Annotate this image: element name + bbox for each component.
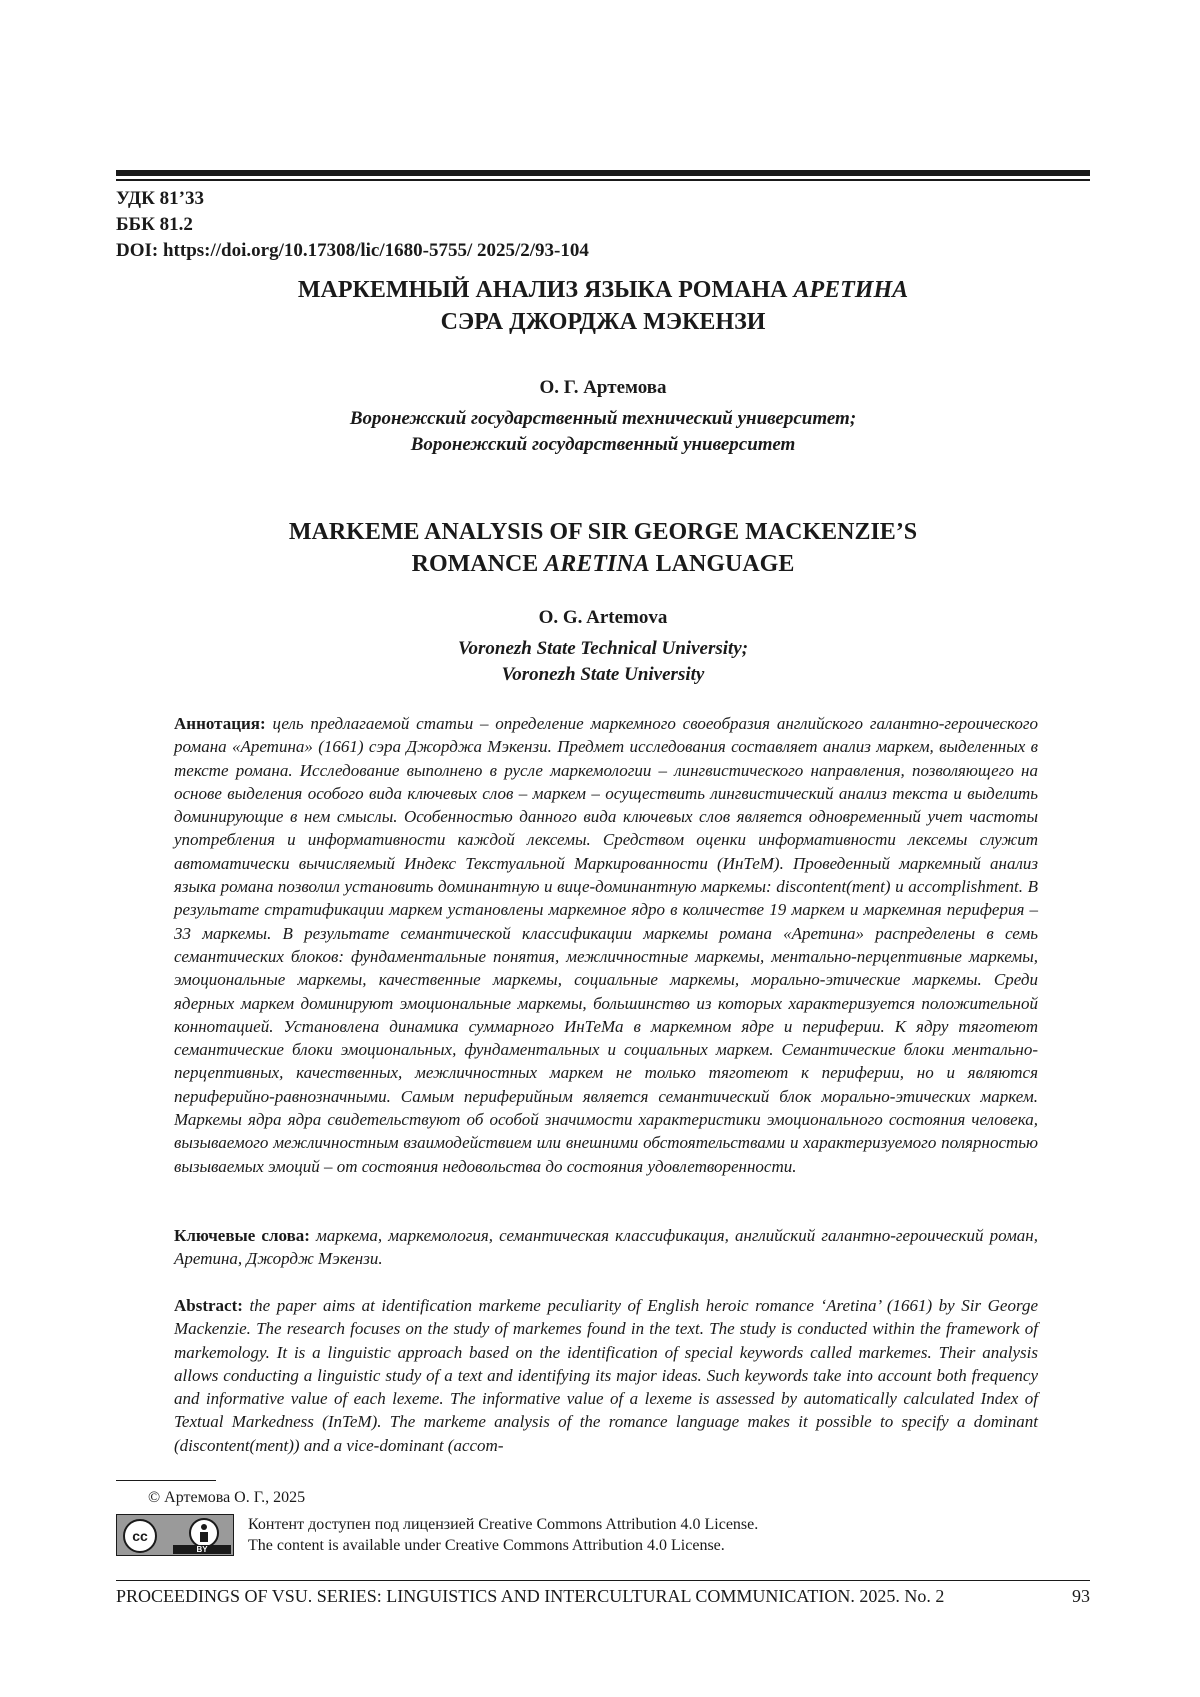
title-en-italic: ARETINA bbox=[544, 551, 649, 577]
keywords-ru bbox=[174, 1224, 1038, 1271]
footnote-rule bbox=[116, 1480, 216, 1481]
title-en-line-2-suffix: LANGUAGE bbox=[650, 551, 795, 577]
title-en-line-1: MARKEME ANALYSIS OF SIR GEORGE MACKENZIE’S bbox=[116, 516, 1090, 548]
page-number: 93 bbox=[1072, 1585, 1090, 1607]
affiliation-en-2: Voronezh State University bbox=[116, 662, 1090, 688]
title-ru-line-1 bbox=[116, 274, 1090, 306]
annotation-ru bbox=[174, 712, 1038, 1178]
affiliation-ru bbox=[116, 406, 1090, 458]
license-text bbox=[248, 1514, 758, 1556]
abstract-text: the paper aims at identification markeme peculiarity of English heroic romance ‘Aretina’ (1661) by Sir George Mackenzie. The research focuses on the study of markemes found in the text. The study is conducted within the framework of markemology. It is a linguistic approach based on the identification of special keywords called markemes. Their analysis allows conducting a linguistic study of a text and identifying its major ideas. Such keywords take into account both frequency and informative value of each lexeme. The informative value of a lexeme is assessed by automatically calculated Index of Textual Markedness (InTeM). The markeme analysis of the romance language makes it possible to specify a dominant (discontent(ment)) and a vice-dominant (accom- bbox=[174, 1296, 1038, 1455]
classification-block bbox=[116, 186, 589, 264]
title-ru bbox=[116, 274, 1090, 338]
keywords-label: Ключевые слова: bbox=[174, 1226, 310, 1245]
copyright-note: © Артемова О. Г., 2025 bbox=[148, 1488, 305, 1508]
udk-code: УДК 81’33 bbox=[116, 186, 589, 212]
annotation-text: цель предлагаемой статьи – определение маркемного своеобразия английского галантно-героического романа «Аретина» (1661) сэра Джорджа Мэкензи. Предмет исследования составляет анализ маркем, выделенных в тексте романа. Исследование выполнено в русле маркемологии – лингвистического направления, позволяющего на основе выделения особого вида ключевых слов – маркем – осуществить лингвистический анализ текста и выделить доминирующие в нем смыслы. Особенностью данного вида ключевых слов является одновременный учет частоты употребления и информативности каждой лексемы. Средством оценки информативности лексемы служит автоматически вычисляемый Индекс Текстуальной Маркированности (ИнТеМ). Проведенный маркемный анализ языка романа позволил установить доминантную и вице-доминантную маркемы: discontent(ment) и accomplishment. В результате стратификации маркем установлены маркемное ядро в количестве 19 маркем и маркемная периферия – 33 маркемы. В результате семантической классификации маркемы романа «Аретина» распределены в семь семантических блоков: фундаментальные понятия, межличностные маркемы, ментально-перцептивные маркемы, эмоциональные маркемы, качественные маркемы, социальные маркемы, морально-этические маркемы. Среди ядерных маркем доминируют эмоциональные маркемы, большинство из которых характеризуется положительной коннотацией. Установлена динамика суммарного ИнТеМа в маркемном ядре и периферии. К ядру тяготеют семантические блоки эмоциональных, фундаментальных и социальных маркем. Семантические блоки ментально-перцептивных, качественных, межличностных маркем не только тяготеют к периферии, но и являются периферийно-равнозначными. Самым периферийным является семантический блок морально-этических маркем. Маркемы ядра ядра свидетельствуют об особой значимости характеристики эмоционального состояния человека, вызываемого межличностным взаимодействием или внешними обстоятельствами и характеризуемого полярностью вызываемых эмоций – от состояния недовольства до состояния удовлетворенности. bbox=[174, 714, 1038, 1176]
running-title: PROCEEDINGS OF VSU. SERIES: LINGUISTICS AND INTERCULTURAL COMMUNICATION. 2025. No. 2 bbox=[116, 1585, 944, 1607]
bbk-code: ББК 81.2 bbox=[116, 212, 589, 238]
abstract-label: Abstract: bbox=[174, 1296, 243, 1315]
running-footer bbox=[116, 1585, 1090, 1607]
title-en-line-2-prefix: ROMANCE bbox=[412, 551, 545, 577]
license-ru: Контент доступен под лицензией Creative Commons Attribution 4.0 License. bbox=[248, 1514, 758, 1535]
by-label: BY bbox=[173, 1545, 231, 1554]
cc-license-badge bbox=[116, 1514, 234, 1556]
header-rule-thin bbox=[116, 179, 1090, 181]
doi-line: DOI: https://doi.org/10.17308/lic/1680-5755/ 2025/2/93-104 bbox=[116, 238, 589, 264]
title-ru-line-2: СЭРА ДЖОРДЖА МЭКЕНЗИ bbox=[116, 306, 1090, 338]
affiliation-ru-2: Воронежский государственный университет bbox=[116, 432, 1090, 458]
author-ru: О. Г. Артемова bbox=[116, 376, 1090, 400]
affiliation-ru-1: Воронежский государственный технический университет; bbox=[116, 406, 1090, 432]
annotation-label: Аннотация: bbox=[174, 714, 266, 733]
title-en bbox=[116, 516, 1090, 580]
affiliation-en-1: Voronezh State Technical University; bbox=[116, 636, 1090, 662]
header-rule-thick bbox=[116, 170, 1090, 176]
abstract-en bbox=[174, 1294, 1038, 1457]
affiliation-en bbox=[116, 636, 1090, 688]
license-en: The content is available under Creative Commons Attribution 4.0 License. bbox=[248, 1535, 758, 1556]
title-ru-line-1-text: МАРКЕМНЫЙ АНАЛИЗ ЯЗЫКА РОМАНА bbox=[298, 277, 794, 303]
running-footer-rule bbox=[116, 1580, 1090, 1581]
title-ru-italic: АРЕТИНА bbox=[793, 277, 908, 303]
header-double-rule bbox=[116, 170, 1090, 181]
title-en-line-2 bbox=[116, 548, 1090, 580]
author-en: O. G. Artemova bbox=[116, 606, 1090, 630]
keywords-text: маркема, маркемология, семантическая классификация, английский галантно-героический роман, Аретина, Джордж Мэкензи. bbox=[174, 1226, 1038, 1268]
attribution-person-icon bbox=[189, 1518, 219, 1548]
cc-icon: cc bbox=[123, 1519, 157, 1553]
